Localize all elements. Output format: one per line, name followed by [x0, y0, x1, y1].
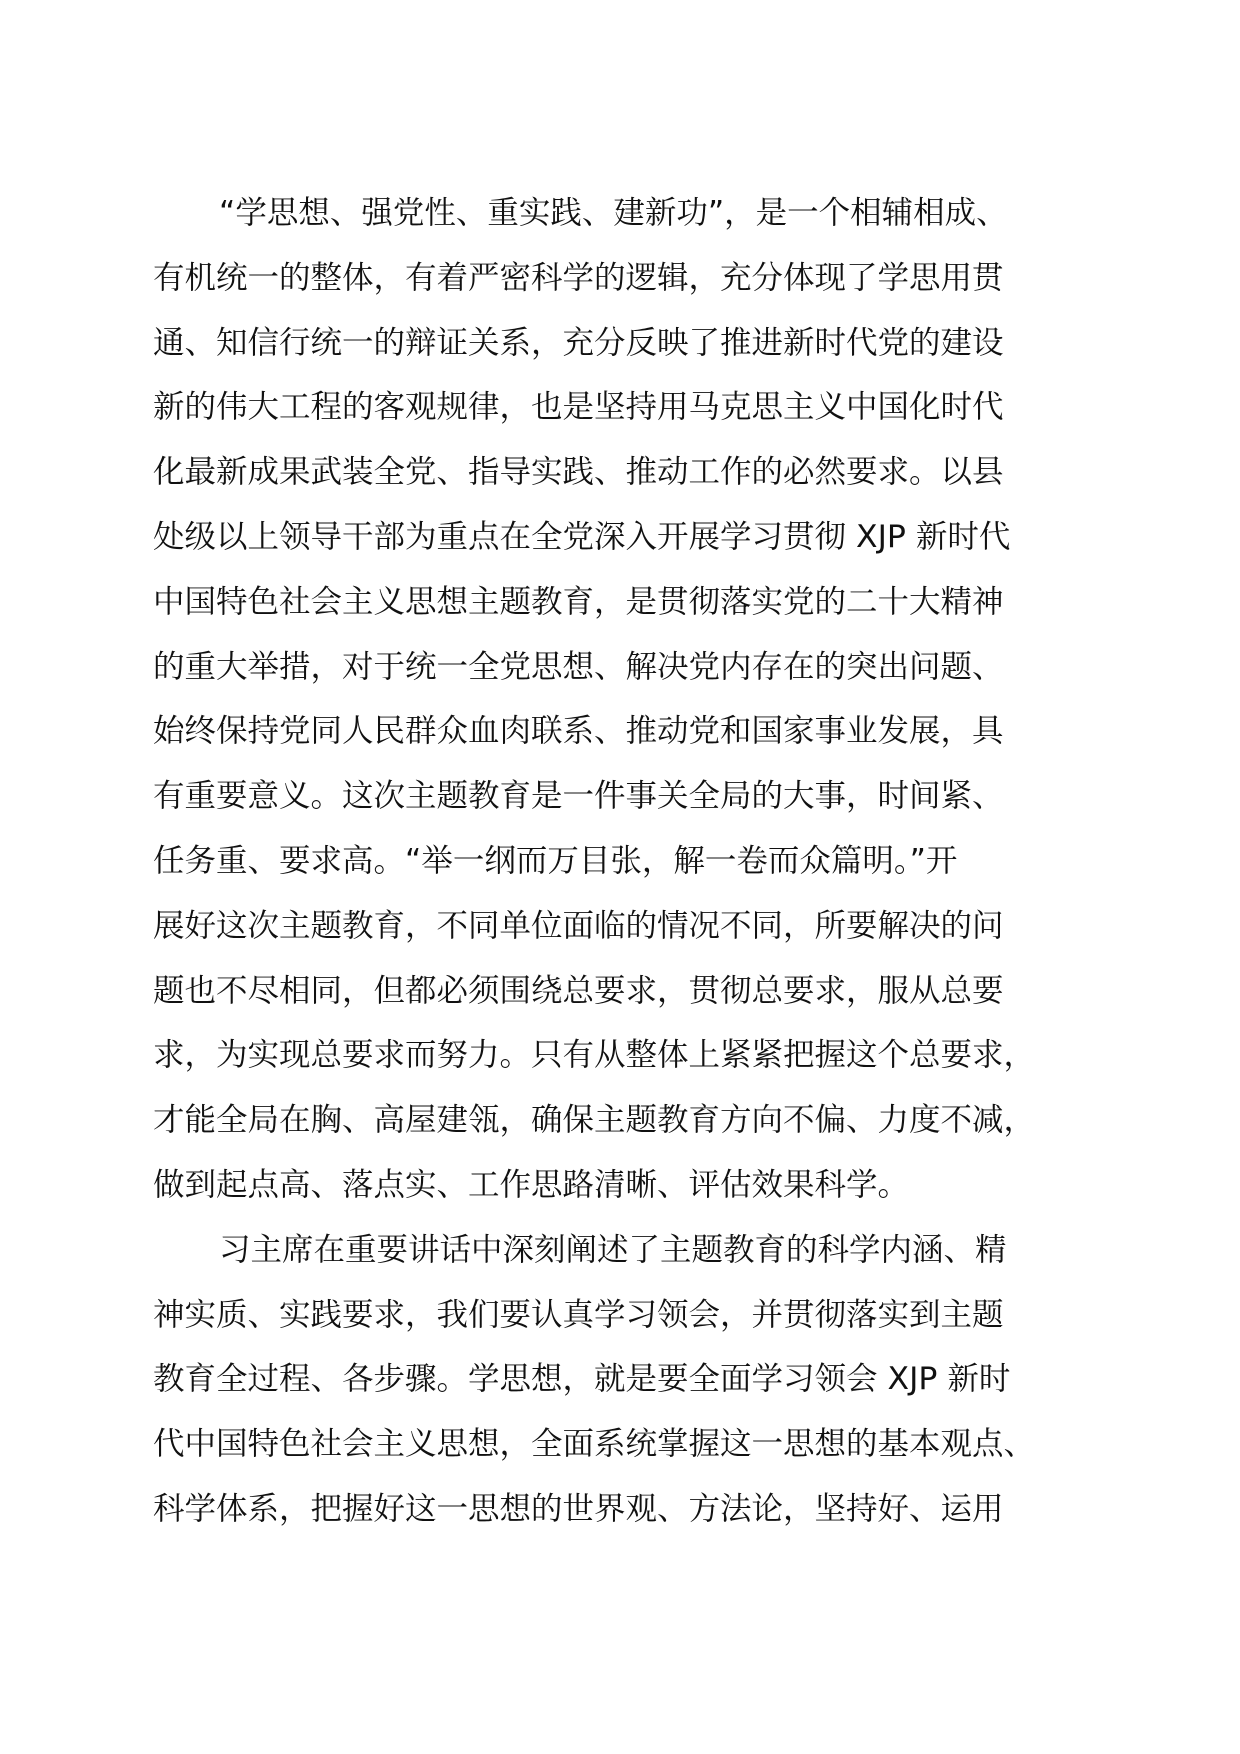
text-line: “学思想、强党性、重实践、建新功”，是一个相辅相成、 — [219, 195, 1008, 231]
text-line: 的重大举措，对于统一全党思想、解决党内存在的突出问题、 — [153, 648, 1004, 685]
text-line: 科学体系，把握好这一思想的世界观、方法论，坚持好、运用 — [153, 1490, 1004, 1527]
text-line: 处级以上领导干部为重点在全党深入开展学习贯彻 XJP 新时代 — [153, 518, 1011, 555]
text-line: 做到起点高、落点实、工作思路清晰、评估效果科学。 — [153, 1166, 910, 1203]
text-line: 习主席在重要讲话中深刻阐述了主题教育的科学内涵、精 — [219, 1231, 1007, 1268]
text-line: 中国特色社会主义思想主题教育，是贯彻落实党的二十大精神 — [153, 583, 1004, 620]
text-line: 有机统一的整体，有着严密科学的逻辑，充分体现了学思用贯 — [153, 259, 1004, 296]
text-line: 代中国特色社会主义思想，全面系统掌握这一思想的基本观点、 — [153, 1426, 1036, 1463]
text-line: 才能全局在胸、高屋建瓴，确保主题教育方向不偏、力度不减， — [153, 1102, 1036, 1139]
text-line: 教育全过程、各步骤。学思想，就是要全面学习领会 XJP 新时 — [153, 1361, 1011, 1398]
text-line: 有重要意义。这次主题教育是一件事关全局的大事，时间紧、 — [153, 778, 1004, 815]
text-line: 题也不尽相同，但都必须围绕总要求，贯彻总要求，服从总要 — [153, 972, 1004, 1009]
text-line: 始终保持党同人民群众血肉联系、推动党和国家事业发展，具 — [153, 713, 1004, 750]
text-line: 任务重、要求高。“举一纲而万目张，解一卷而众篇明。”开 — [153, 842, 958, 879]
paragraph-1 — [153, 181, 1103, 1218]
text-line: 展好这次主题教育，不同单位面临的情况不同，所要解决的问 — [153, 907, 1004, 944]
document-body — [153, 181, 1103, 1542]
text-line: 新的伟大工程的客观规律，也是坚持用马克思主义中国化时代 — [153, 389, 1004, 426]
text-line: 通、知信行统一的辩证关系，充分反映了推进新时代党的建设 — [153, 324, 1004, 361]
text-line: 化最新成果武装全党、指导实践、推动工作的必然要求。以县 — [153, 454, 1004, 491]
paragraph-2 — [153, 1218, 1103, 1542]
text-line: 神实质、实践要求，我们要认真学习领会，并贯彻落实到主题 — [153, 1296, 1004, 1333]
text-line: 求，为实现总要求而努力。只有从整体上紧紧把握这个总要求， — [153, 1037, 1036, 1074]
